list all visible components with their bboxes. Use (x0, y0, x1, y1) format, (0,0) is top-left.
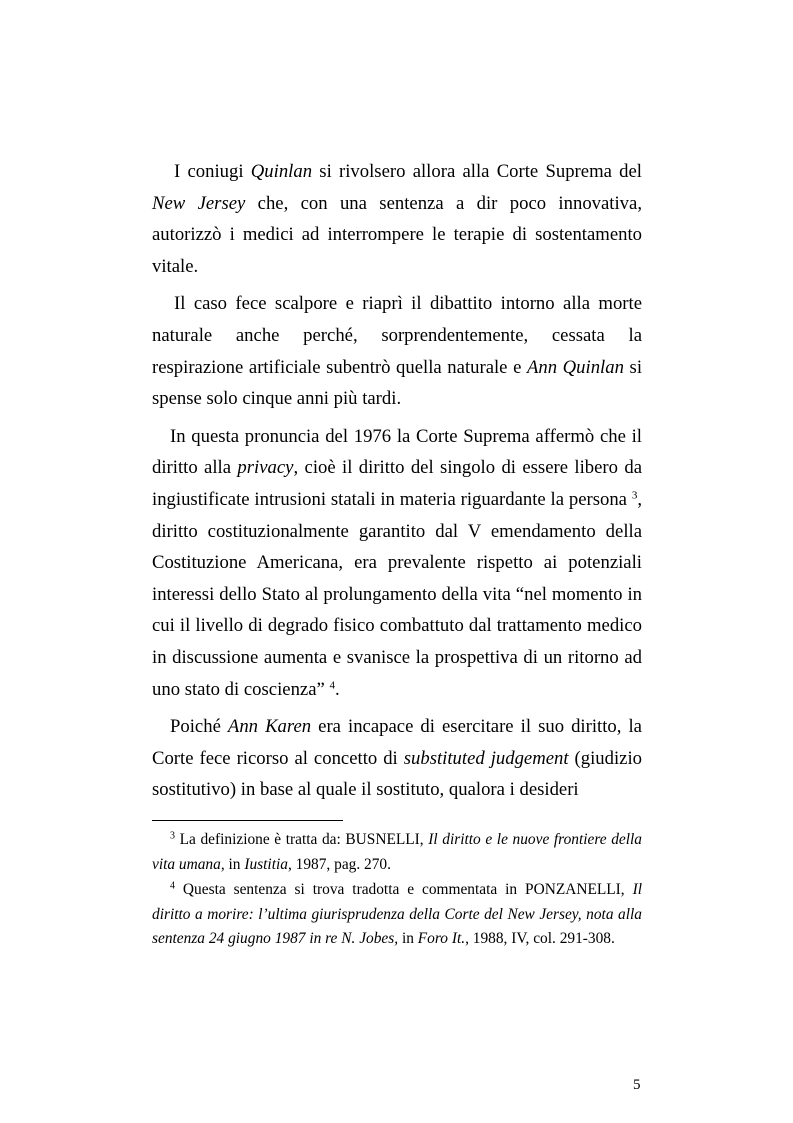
italic-text: Ann Karen (227, 716, 312, 738)
text-run: , diritto costituzionalmente garantito dal V emendamento della Costituzione Americana, era prevalente rispetto ai potenziali interessi dello Stato al prolungamento della vita “nel momento in cui il livello di degrado fisico combattuto dal trattamento medico in discussione aumenta e svanisce la prospettiva di un ritorno ad uno stato di coscienza” (152, 488, 642, 700)
footnote-3 (152, 828, 642, 877)
italic-text: Ann Quinlan (526, 356, 624, 378)
text-run: Il caso fece scalpore e riaprì il dibattito intorno alla morte naturale anche perché, sorprendentemente, cessata la respirazione artificiale subentrò quella naturale e (152, 293, 642, 378)
text-run: , in (220, 855, 245, 873)
text-run: I coniugi (174, 161, 251, 182)
footnotes (152, 828, 642, 953)
text-run: Poiché (170, 716, 228, 738)
footnote-separator (152, 820, 343, 821)
italic-text: Quinlan (250, 161, 313, 182)
text-run: (giudizio sostitutivo) in base al quale il sostituto, qualora i desideri (152, 747, 642, 801)
text-run: , 1987, pag. 270. (287, 855, 391, 873)
footnote-ref-3: 3 (631, 489, 638, 502)
text-run: 1988, IV, col. 291-308. (468, 930, 615, 948)
italic-text: substituted judgement (403, 747, 569, 769)
text-run: La definizione è tratta da: BUSNELLI, (175, 831, 429, 848)
italic-text: Foro It., (417, 930, 469, 948)
footnote-4 (152, 878, 642, 952)
text-run: In questa pronuncia del 1976 la Corte Suprema affermò che il diritto alla (152, 425, 642, 479)
paragraph-3 (152, 421, 642, 705)
footnote-number: 4 (170, 880, 175, 892)
page-number: 5 (633, 1077, 641, 1093)
footnote-number: 3 (170, 830, 175, 842)
text-run: . (334, 678, 340, 700)
italic-text: New Jersey (152, 192, 246, 214)
paragraph-2 (152, 288, 642, 414)
italic-text: Iustitia (244, 855, 288, 873)
body-text (152, 156, 642, 806)
italic-text: Il diritto a morire: l’ultima giurisprudenza della Corte del New Jersey, nota alla sentenza 24 giugno 1987 in re N. Jobes, (152, 881, 642, 948)
footnote-ref-4: 4 (329, 678, 335, 691)
text-run: era incapace di esercitare il suo diritto, la Corte fece ricorso al concetto di (152, 716, 642, 769)
text-run: si spense solo cinque anni più tardi. (152, 356, 643, 410)
italic-text: privacy (237, 457, 294, 479)
text-run: Questa sentenza si trova tradotta e commentata in PONZANELLI, (175, 881, 633, 899)
text-run: in (398, 930, 418, 948)
paragraph-1 (152, 156, 642, 282)
text-run: si rivolsero allora alla Corte Suprema del (312, 161, 642, 182)
italic-text: Il diritto e le nuove frontiere della vita umana (152, 831, 642, 873)
text-run: , cioè il diritto del singolo di essere libero da ingiustificate intrusioni statali in materia riguardante la persona (152, 457, 643, 510)
text-run: che, con una sentenza a dir poco innovativa, autorizzò i medici ad interrompere le terapie di sostentamento vitale. (152, 192, 642, 277)
paragraph-4 (152, 711, 642, 806)
